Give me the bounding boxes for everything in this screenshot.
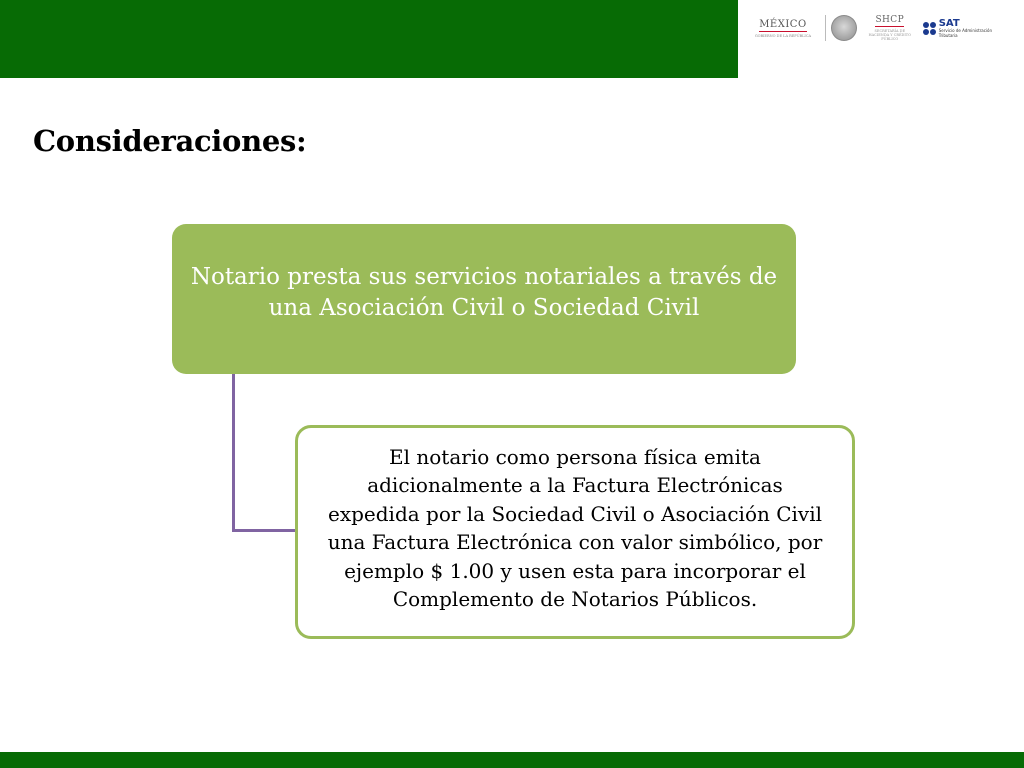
- shcp-logo-subtext: SECRETARÍA DE HACIENDA Y CRÉDITO PÚBLICO: [868, 29, 911, 41]
- footer-bar: [0, 752, 1024, 768]
- shcp-logo: [865, 15, 915, 41]
- mexico-logo-text: MÉXICO: [759, 18, 807, 30]
- sat-logo: [923, 19, 1012, 38]
- header-bar: [0, 0, 738, 78]
- diagram-parent-box: [172, 224, 796, 374]
- slide-title: Consideraciones:: [33, 124, 307, 158]
- government-logos: [752, 10, 1012, 46]
- diagram-child-box: [295, 425, 855, 639]
- mexico-logo: [752, 19, 814, 38]
- shcp-logo-text: SHCP: [875, 15, 905, 25]
- diagram-child-text: El notario como persona física emita adicionalmente a la Factura Electrónicas expedida por la Sociedad Civil o Asociación Civil una Factura Electrónica con valor simbólico, por ejemplo $ 1.00 y usen esta para incorporar el Complemento de Notarios Públicos.: [327, 444, 823, 611]
- mexico-logo-subtext: GOBIERNO DE LA REPÚBLICA: [754, 33, 812, 38]
- sat-dots-icon: [923, 22, 936, 35]
- sat-logo-subtext: Servicio de Administración Tributaria: [938, 27, 993, 38]
- diagram-connector-line: [232, 374, 296, 532]
- sat-logo-text: SAT: [938, 17, 960, 29]
- national-seal-icon: [831, 15, 857, 41]
- diagram-parent-text: Notario presta sus servicios notariales a través de una Asociación Civil o Sociedad Civil: [190, 264, 778, 321]
- logo-divider: [825, 15, 826, 41]
